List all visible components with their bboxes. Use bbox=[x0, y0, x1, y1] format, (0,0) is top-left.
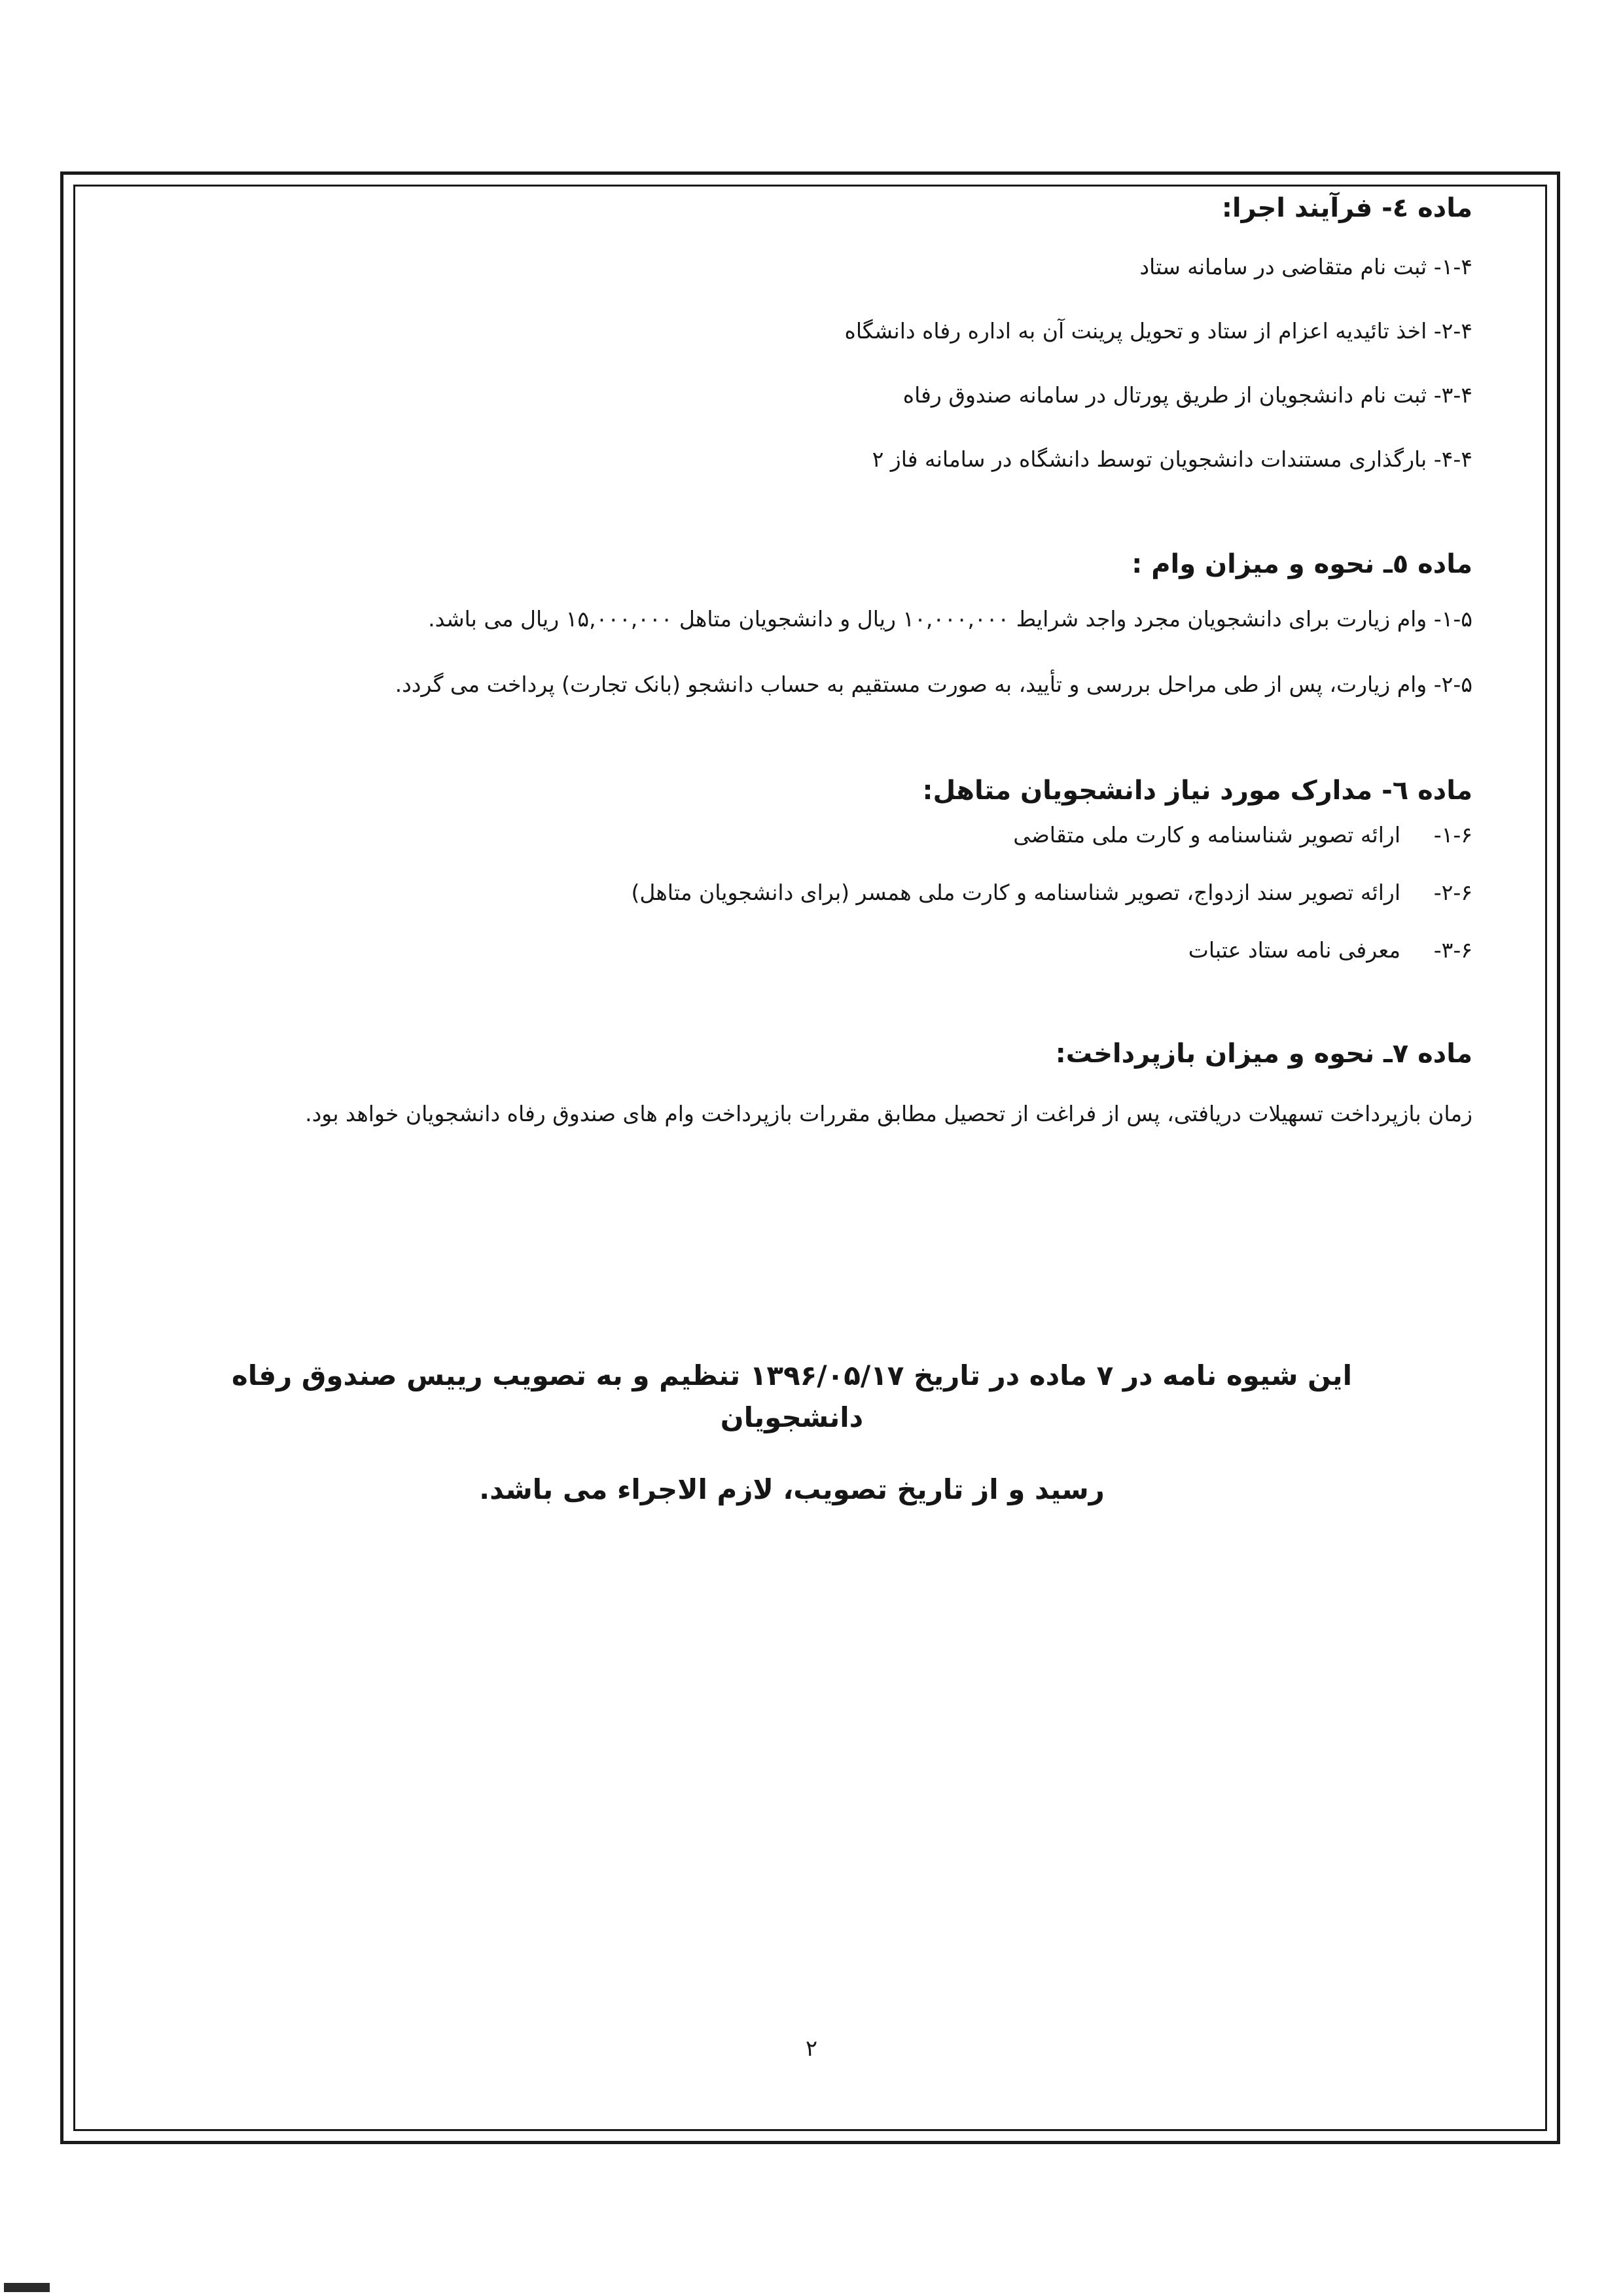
section-7-text: زمان بازپرداخت تسهیلات دریافتی، پس از فراغت از تحصیل مطابق مقررات بازپرداخت وام های صندوق رفاه دانشجویان خواهد بود. bbox=[305, 1101, 1472, 1126]
page-number: ۲ bbox=[805, 2036, 818, 2062]
section-6 bbox=[164, 772, 1472, 966]
section-4-title: ماده ٤- فرآیند اجرا: bbox=[1221, 193, 1472, 223]
item-number: ۱-۶- bbox=[1433, 822, 1472, 848]
section-5-item: ۲-۵- وام زیارت، پس از طی مراحل بررسی و تأیید، به صورت مستقیم به حساب دانشجو (بانک تجارت) پرداخت می گردد. bbox=[395, 672, 1472, 697]
section-5-item: ۱-۵- وام زیارت برای دانشجویان مجرد واجد شرایط ۱۰,۰۰۰,۰۰۰ ریال و دانشجویان متاهل ۱۵,۰۰۰,۰۰۰ ریال می باشد. bbox=[428, 606, 1472, 632]
section-4-item: ۲-۴- اخذ تائیدیه اعزام از ستاد و تحویل پرینت آن به اداره رفاه دانشگاه bbox=[844, 318, 1472, 344]
section-5-items bbox=[164, 603, 1472, 700]
section-5-title: ماده ٥ـ نحوه و میزان وام : bbox=[1132, 549, 1472, 579]
section-4-item: ۳-۴- ثبت نام دانشجویان از طریق پورتال در سامانه صندوق رفاه bbox=[902, 382, 1472, 408]
closing-line-1: این شیوه نامه در ۷ ماده در تاریخ ۱۳۹۶/۰۵/۱۷ تنظیم و به تصویب رییس صندوق رفاه دانشجویان bbox=[232, 1359, 1352, 1433]
section-4-item: ۴-۴- بارگذاری مستندات دانشجویان توسط دانشگاه در سامانه فاز ۲ bbox=[872, 446, 1472, 472]
item-text: ارائه تصویر سند ازدواج، تصویر شناسنامه و کارت ملی همسر (برای دانشجویان متاهل) bbox=[631, 880, 1400, 905]
section-7-items bbox=[164, 1098, 1472, 1130]
section-6-title: ماده ٦- مدارک مورد نیاز دانشجویان متاهل: bbox=[922, 776, 1472, 806]
section-4-item: ۱-۴- ثبت نام متقاضی در سامانه ستاد bbox=[1139, 254, 1472, 279]
section-6-item bbox=[164, 935, 1472, 966]
closing-line-2: رسید و از تاریخ تصویب، لازم الاجراء می باشد. bbox=[479, 1473, 1105, 1505]
section-4-items bbox=[164, 251, 1472, 475]
section-5 bbox=[164, 546, 1472, 700]
section-6-item bbox=[164, 819, 1472, 851]
section-6-item bbox=[164, 877, 1472, 908]
item-text: ارائه تصویر شناسنامه و کارت ملی متقاضی bbox=[1013, 822, 1400, 848]
item-number: ۲-۶- bbox=[1433, 880, 1472, 905]
document-body bbox=[164, 190, 1472, 1130]
section-4 bbox=[164, 190, 1472, 475]
closing-statement bbox=[196, 1355, 1387, 1541]
item-text: معرفی نامه ستاد عتبات bbox=[1188, 937, 1400, 963]
footer-logo bbox=[4, 2283, 50, 2292]
section-7-title: ماده ٧ـ نحوه و میزان بازپرداخت: bbox=[1055, 1039, 1472, 1069]
item-number: ۳-۶- bbox=[1433, 937, 1472, 963]
section-6-items bbox=[164, 819, 1472, 966]
section-7 bbox=[164, 1035, 1472, 1130]
